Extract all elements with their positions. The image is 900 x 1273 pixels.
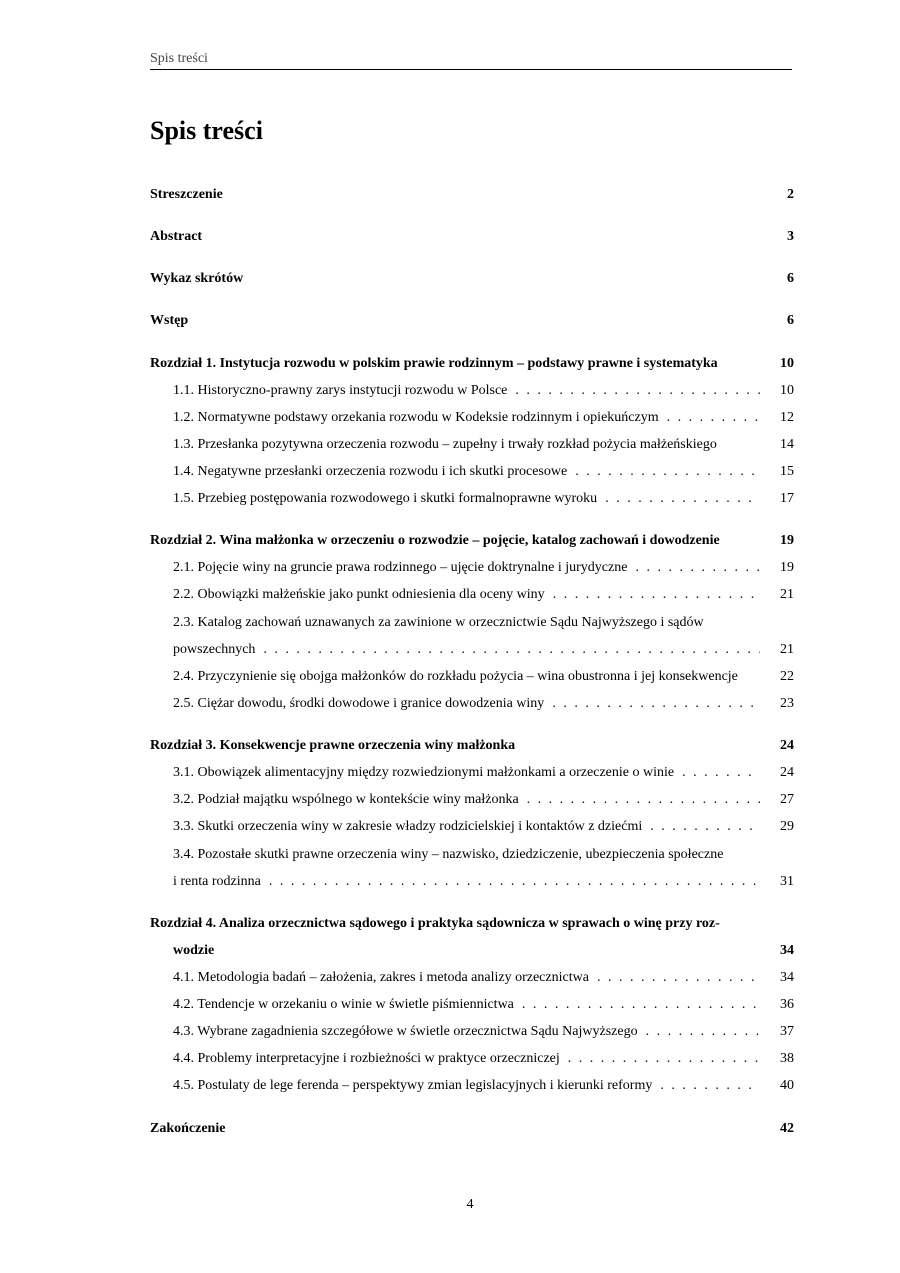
toc-section-page: 14: [780, 437, 794, 452]
toc-section-page: 37: [780, 1024, 794, 1039]
toc-section-title: 1.2. Normatywne podstawy orzekania rozwodu w Kodeksie rodzinnym i opiekuńczym: [173, 410, 659, 425]
toc-leader-dots: [560, 1050, 760, 1067]
toc-entry-title: Wstęp: [150, 313, 189, 328]
toc-section-4-5[interactable]: [150, 1077, 794, 1094]
toc-section-title: 4.4. Problemy interpretacyjne i rozbieżności w praktyce orzeczniczej: [173, 1051, 560, 1066]
page-number: 4: [466, 1197, 474, 1212]
toc-section-title: 3.3. Skutki orzeczenia winy w zakresie władzy rodzicielskiej i kontaktów z dziećmi: [173, 819, 643, 834]
toc-section-page: 38: [780, 1051, 794, 1066]
toc-section-page: 21: [780, 642, 794, 657]
toc-section-2-2[interactable]: [150, 586, 794, 603]
toc-chapter-title: Rozdział 2. Wina małżonka w orzeczeniu o rozwodzie – pojęcie, katalog zachowań i dowodzenie: [150, 533, 720, 548]
toc-section-page: 36: [780, 997, 794, 1012]
toc-chapter-page: 19: [780, 533, 794, 548]
toc-leader-dots: [597, 490, 760, 507]
toc-section-page: 22: [780, 669, 794, 684]
toc-section-title: 4.2. Tendencje w orzekaniu o winie w świetle piśmiennictwa: [173, 997, 514, 1012]
toc-leader-dots: [638, 1023, 760, 1040]
header-rule: [150, 69, 792, 70]
toc-section-3-1[interactable]: [150, 764, 794, 781]
toc-section-page: 34: [780, 970, 794, 985]
toc-leader-dots: [652, 1077, 760, 1094]
toc-section-page: 27: [780, 792, 794, 807]
toc-chapter-2[interactable]: [150, 532, 794, 549]
toc-section-title: 2.4. Przyczynienie się obojga małżonków do rozkładu pożycia – wina obustronna i jej konsekwencje: [173, 669, 738, 684]
toc-chapter-page: 10: [780, 356, 794, 371]
toc-entry-page: 3: [787, 229, 794, 244]
toc-entry-title: Wykaz skrótów: [150, 271, 244, 286]
toc-leader-dots: [261, 873, 760, 890]
toc-chapter-3[interactable]: [150, 737, 794, 754]
toc-entry-title: Abstract: [150, 229, 203, 244]
toc-section-title: 1.5. Przebieg postępowania rozwodowego i skutki formalnoprawne wyroku: [173, 491, 598, 506]
toc-entry-title: Streszczenie: [150, 187, 223, 202]
toc-section-title: 4.3. Wybrane zagadnienia szczegółowe w świetle orzecznictwa Sądu Najwyższego: [173, 1024, 638, 1039]
toc-leader-dots: [589, 969, 760, 986]
toc-entry-abstract[interactable]: [150, 228, 794, 245]
toc-section-4-3[interactable]: [150, 1023, 794, 1040]
toc-chapter-page: 34: [780, 943, 794, 958]
toc-leader-dots: [255, 641, 760, 658]
toc-section-4-4[interactable]: [150, 1050, 794, 1067]
toc-section-2-3[interactable]: [150, 641, 794, 658]
toc-section-page: 12: [780, 410, 794, 425]
toc-chapter-title: Rozdział 1. Instytucja rozwodu w polskim prawie rodzinnym – podstawy prawne i systematyka: [150, 356, 718, 371]
toc-leader-dots: [507, 382, 760, 399]
toc-section-title: 2.1. Pojęcie winy na gruncie prawa rodzinnego – ujęcie doktrynalne i jurydyczne: [173, 560, 628, 575]
toc-section-1-2[interactable]: [150, 409, 794, 426]
toc-section-1-1[interactable]: [150, 382, 794, 399]
toc-section-page: 15: [780, 464, 794, 479]
toc-leader-dots: [544, 695, 760, 712]
toc-section-page: 10: [780, 383, 794, 398]
toc-section-title: 1.4. Negatywne przesłanki orzeczenia rozwodu i ich skutki procesowe: [173, 464, 568, 479]
toc-section-page: 17: [780, 491, 794, 506]
toc-section-title: 1.3. Przesłanka pozytywna orzeczenia rozwodu – zupełny i trwały rozkład pożycia małżeńskiego: [173, 437, 717, 452]
toc-section-title: 3.2. Podział majątku wspólnego w kontekście winy małżonka: [173, 792, 519, 807]
toc-leader-dots: [519, 791, 760, 808]
toc-section-page: 21: [780, 587, 794, 602]
toc-chapter-title: Rozdział 3. Konsekwencje prawne orzeczenia winy małżonka: [150, 738, 516, 753]
toc-chapter-title: wodzie: [173, 943, 215, 958]
toc-section-title: 4.1. Metodologia badań – założenia, zakres i metoda analizy orzecznictwa: [173, 970, 589, 985]
toc-entry-title: Zakończenie: [150, 1121, 226, 1136]
toc-entry-streszczenie[interactable]: [150, 186, 794, 203]
toc-chapter-page: 24: [780, 738, 794, 753]
toc-leader-dots: [545, 586, 760, 603]
toc-section-title: 1.1. Historyczno-prawny zarys instytucji rozwodu w Polsce: [173, 383, 508, 398]
toc-section-page: 40: [780, 1078, 794, 1093]
toc-leader-dots: [659, 409, 760, 426]
toc-section-2-1[interactable]: [150, 559, 794, 576]
toc-entry-page: 6: [787, 313, 794, 328]
toc-section-page: 31: [780, 874, 794, 889]
toc-entry-wstep[interactable]: [150, 312, 794, 329]
toc-entry-zakonczenie[interactable]: [150, 1120, 794, 1137]
toc-section-page: 19: [780, 560, 794, 575]
toc-section-3-2[interactable]: [150, 791, 794, 808]
toc-section-1-5[interactable]: [150, 490, 794, 507]
toc-entry-wykaz-skrotow[interactable]: [150, 270, 794, 287]
toc-section-title: 2.2. Obowiązki małżeńskie jako punkt odniesienia dla oceny winy: [173, 587, 545, 602]
toc-section-1-4[interactable]: [150, 463, 794, 480]
toc-section-title: 3.1. Obowiązek alimentacyjny między rozwiedzionymi małżonkami a orzeczenie o winie: [173, 765, 675, 780]
toc-leader-dots: [627, 559, 760, 576]
toc-section-2-4[interactable]: [150, 668, 794, 685]
toc-section-4-2[interactable]: [150, 996, 794, 1013]
toc-section-2-5[interactable]: [150, 695, 794, 712]
toc-section-title: i renta rodzinna: [173, 874, 261, 889]
page-title: Spis treści: [150, 116, 263, 145]
toc-entry-page: 42: [780, 1121, 794, 1136]
toc-section-4-1[interactable]: [150, 969, 794, 986]
toc-chapter-4-line1[interactable]: Rozdział 4. Analiza orzecznictwa sądowego i praktyka sądownicza w sprawach o winę przy roz-: [150, 916, 720, 931]
toc-leader-dots: [514, 996, 760, 1013]
toc-chapter-1[interactable]: [150, 355, 794, 372]
toc-section-1-3[interactable]: [150, 436, 794, 453]
toc-section-3-3[interactable]: [150, 818, 794, 835]
toc-leader-dots: [567, 463, 760, 480]
toc-entry-page: 6: [787, 271, 794, 286]
toc-section-3-4-line1[interactable]: 3.4. Pozostałe skutki prawne orzeczenia winy – nazwisko, dziedziczenie, ubezpieczenia społeczne: [173, 847, 724, 862]
toc-section-page: 23: [780, 696, 794, 711]
toc-leader-dots: [642, 818, 760, 835]
toc-section-page: 24: [780, 765, 794, 780]
toc-section-title: 2.5. Ciężar dowodu, środki dowodowe i granice dowodzenia winy: [173, 696, 545, 711]
toc-entry-page: 2: [787, 187, 794, 202]
toc-section-3-4[interactable]: [150, 873, 794, 890]
running-header: Spis treści: [150, 51, 208, 66]
toc-section-title: 4.5. Postulaty de lege ferenda – perspektywy zmian legislacyjnych i kierunki reformy: [173, 1078, 653, 1093]
toc-section-title: powszechnych: [173, 642, 256, 657]
toc-chapter-4[interactable]: [150, 942, 794, 959]
toc-leader-dots: [674, 764, 760, 781]
toc-section-page: 29: [780, 819, 794, 834]
toc-section-2-3-line1[interactable]: 2.3. Katalog zachowań uznawanych za zawinione w orzecznictwie Sądu Najwyższego i sądów: [173, 615, 704, 630]
